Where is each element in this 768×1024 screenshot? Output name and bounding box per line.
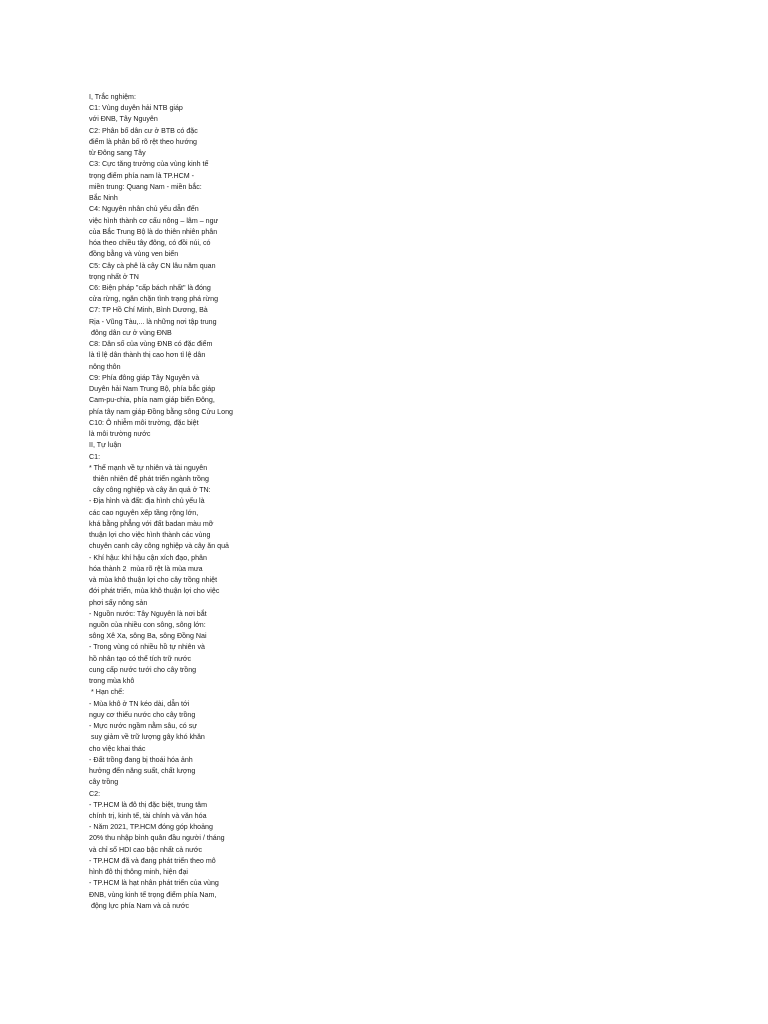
document-line: cung cấp nước tưới cho cây trồng [89,665,197,674]
document-line: là môi trường nước [89,430,151,439]
document-line: thiên nhiên để phát triển ngành trồng [89,474,209,483]
document-line: - Nguồn nước: Tây Nguyên là nơi bắt [89,609,207,618]
document-line: nông thôn [89,362,121,371]
document-line: trong mùa khô [89,677,135,686]
document-line: - Mực nước ngầm nằm sâu, có sự [89,722,197,731]
document-line: trọng điểm phía nam là TP.HCM - [89,171,195,180]
document-line: C7: TP Hồ Chí Minh, Bình Dương, Bà [89,306,208,315]
document-line: II, Tự luận [89,441,122,450]
document-line: - Năm 2021, TP.HCM đóng góp khoảng [89,823,213,832]
document-line: Rịa - Vũng Tàu,... là những nơi tập trung [89,317,217,326]
document-line: thuận lợi cho việc hình thành các vùng [89,531,211,540]
document-line: C8: Dân số của vùng ĐNB có đặc điểm [89,340,213,349]
document-line: việc hình thành cơ cấu nông – lâm – ngư [89,216,219,225]
document-line: cho việc khai thác [89,744,146,753]
document-line: hình đô thị thông minh, hiện đại [89,868,188,877]
document-line: Bắc Ninh [89,194,118,203]
document-line: C1: [89,452,101,461]
document-line: hưởng đến năng suất, chất lượng [89,767,196,776]
document-line: cửa rừng, ngăn chặn tình trạng phá rừng [89,295,219,304]
document-line: với ĐNB, Tây Nguyên [89,115,158,124]
document-line: C6: Biện pháp "cấp bách nhất" là đóng [89,283,211,292]
document-line: Duyên hải Nam Trung Bộ, phía bắc giáp [89,385,216,394]
document-line: - TP.HCM đã và đang phát triển theo mô [89,856,216,865]
document-line: - Khí hậu: khí hậu cận xích đạo, phân [89,553,207,562]
document-line: hồ nhân tạo có thể tích trữ nước [89,654,192,663]
document-line: I, Trắc nghiệm: [89,93,136,101]
document-line: * Thế mạnh về tự nhiên và tài nguyên [89,463,208,472]
document-line: miền trung: Quang Nam - miền bắc: [89,182,202,191]
document-line: chuyên canh cây công nghiệp và cây ăn quả [89,542,230,551]
document-line: - TP.HCM là đô thị đặc biệt, trung tâm [89,800,208,809]
document-line: C10: Ô nhiễm môi trường, đặc biệt [89,418,199,427]
document-line: sông Xê Xa, sông Ba, sông Đồng Nai [89,632,207,641]
document-line: khá bằng phẳng với đất badan màu mỡ [89,519,214,528]
document-line: C5: Cây cà phê là cây CN lâu năm quan [89,261,216,270]
document-line: suy giảm về trữ lượng gây khó khăn [89,733,205,742]
document-line: hóa thành 2 mùa rõ rệt là mùa mưa [89,564,203,573]
document-line: nguy cơ thiếu nước cho cây trồng [89,710,196,719]
document-line: của Bắc Trung Bộ là do thiên nhiên phân [89,227,218,236]
document-line: là tỉ lệ dân thành thị cao hơn tỉ lệ dân [89,351,206,360]
document-line: 20% thu nhập bình quân đầu người / tháng [89,834,225,843]
document-line: đồng bằng và vùng ven biển [89,250,179,259]
document-line: - TP.HCM là hạt nhân phát triển của vùng [89,879,219,888]
document-line: - Địa hình và đất: địa hình chủ yếu là [89,497,205,506]
document-line: đông dân cư ở vùng ĐNB [89,328,172,337]
document-line: - Mùa khô ở TN kéo dài, dẫn tới [89,699,190,708]
document-line: C1: Vùng duyên hải NTB giáp [89,104,183,113]
document-line: và mùa khô thuận lợi cho cây trồng nhiệt [89,576,218,585]
document-line: cây công nghiệp và cây ăn quả ở TN: [89,486,211,495]
document-line: cây trồng [89,778,119,787]
document-line: từ Đông sang Tây [89,149,146,158]
document-line: - Đất trồng đang bị thoái hóa ảnh [89,755,193,764]
document-line: C2: [89,789,101,798]
document-line: động lực phía Nam và cả nước [89,901,190,910]
document-line: * Hạn chế: [89,688,125,697]
document-line: C3: Cực tăng trưởng của vùng kinh tế [89,160,209,169]
document-line: đới phát triển, mùa khô thuận lợi cho việc [89,587,220,596]
document-line: - Trong vùng có nhiều hồ tự nhiên và [89,643,205,652]
document-line: Cam-pu-chia, phía nam giáp biển Đông, [89,396,215,405]
document-body [89,92,269,912]
document-line: C9: Phía đông giáp Tây Nguyên và [89,373,200,382]
document-line: các cao nguyên xếp tầng rộng lớn, [89,508,199,517]
document-line: điểm là phân bố rõ rệt theo hướng [89,137,197,146]
document-line: chính trị, kinh tế, tài chính và văn hóa [89,812,207,820]
document-line: ĐNB, vùng kinh tế trọng điểm phía Nam, [89,890,217,899]
document-line: trọng nhất ở TN [89,272,139,281]
document-line: và chỉ số HDI cao bậc nhất cả nước [89,845,203,854]
document-line: C4: Nguyên nhân chủ yếu dẫn đến [89,205,199,214]
document-line: phía tây nam giáp Đồng bằng sông Cửu Long [89,407,233,416]
document-line: phơi sấy nông sản [89,598,148,607]
document-line: nguồn của nhiều con sông, sông lớn: [89,621,206,630]
document-line: C2: Phân bố dân cư ở BTB có đặc [89,126,198,135]
document-line: hóa theo chiều tây đông, có đồi núi, có [89,239,211,248]
